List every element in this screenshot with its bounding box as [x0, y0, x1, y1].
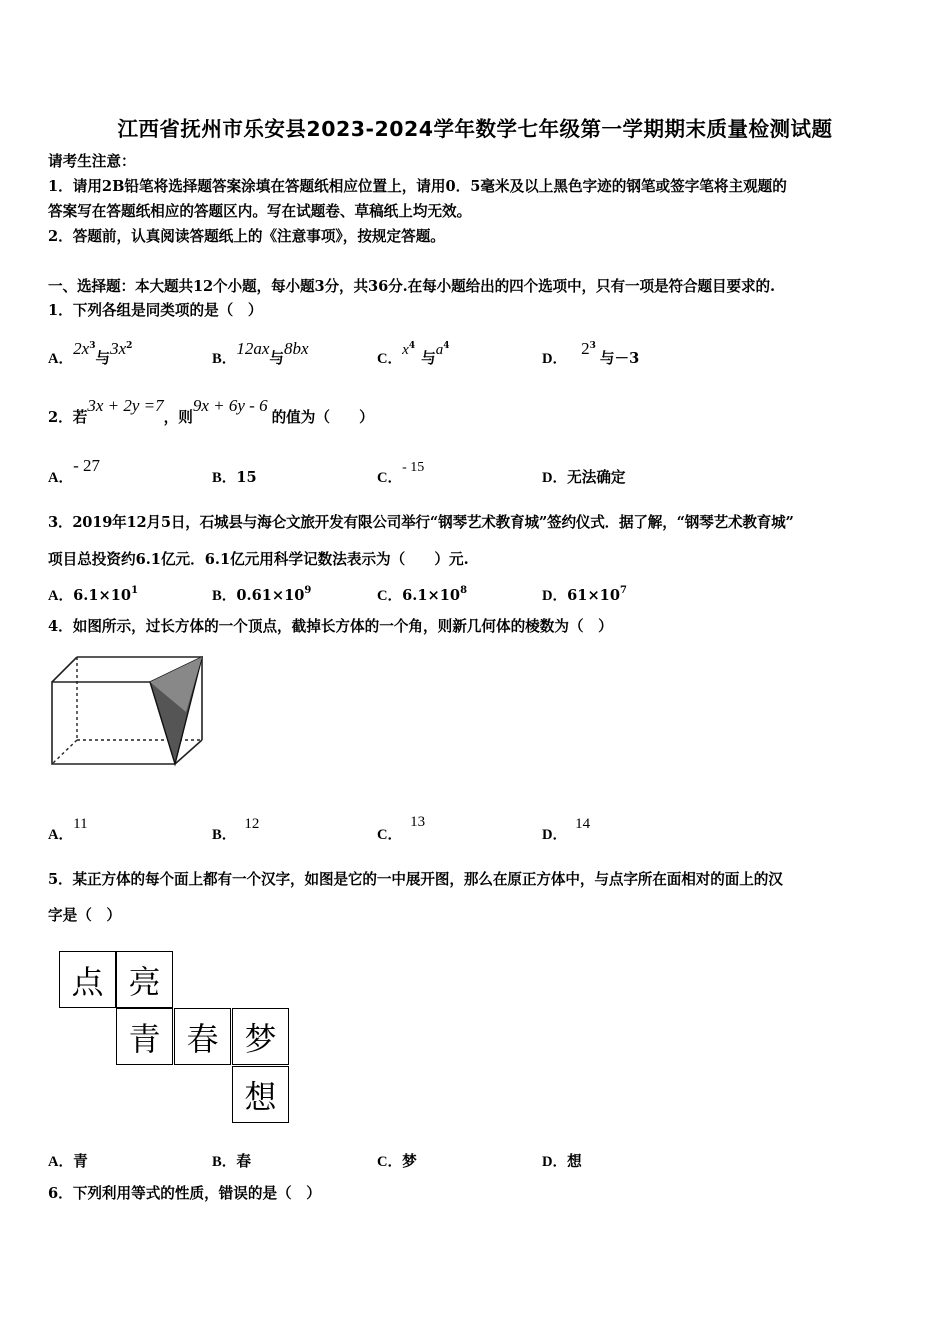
q2-equation-2: 9x + 6y - 6	[192, 396, 268, 415]
q4-d-value: 14	[575, 816, 591, 832]
q1-stem: 1．下列各组是同类项的是（ ）	[48, 302, 263, 319]
q4-c-label: C．	[377, 827, 403, 843]
net-cell-liang: 亮	[116, 951, 173, 1008]
q2-equation-1: 3x + 2y =7	[87, 396, 164, 415]
q3-option-b[interactable]	[212, 584, 311, 605]
q4-option-d[interactable]	[542, 812, 591, 843]
q1-b-term1: 12ax	[236, 339, 270, 358]
q4-c-value: 13	[410, 814, 426, 830]
q2-d-label: D．	[542, 470, 568, 486]
q2-d-value: 无法确定	[567, 469, 626, 486]
net-cell-dian: 点	[59, 951, 116, 1008]
q2-c-value: - 15	[402, 460, 425, 475]
q5-option-d[interactable]	[542, 1150, 582, 1171]
q1-d-rest: 与－3	[599, 350, 640, 367]
q5-d-label: D．	[542, 1154, 568, 1170]
q1-d-exp: 3	[589, 341, 596, 351]
q5-option-b[interactable]	[212, 1150, 251, 1171]
q3-option-c[interactable]	[377, 584, 467, 605]
q3-d-exp: 7	[620, 585, 627, 596]
q3-option-a[interactable]	[48, 584, 138, 605]
cuboid-hidden-bottom-left	[52, 740, 77, 764]
q1-option-d[interactable]	[542, 338, 640, 367]
q1-b-label: B．	[212, 351, 237, 367]
q1-c-exp1: 4	[408, 341, 416, 351]
net-cell-meng: 梦	[232, 1008, 289, 1065]
q4-d-label: D．	[542, 827, 568, 843]
q4-option-b[interactable]	[212, 812, 260, 843]
q5-a-label: A．	[48, 1154, 74, 1170]
q3-c-value: 6.1×10	[402, 587, 461, 604]
q2-option-d[interactable]	[542, 466, 626, 487]
q1-c-term2: a	[435, 342, 444, 358]
q2-option-c[interactable]	[377, 455, 425, 486]
q5-stem-line-2: 字是（ ）	[48, 907, 121, 924]
q4-stem: 4．如图所示，过长方体的一个顶点，截掉长方体的一个角，则新几何体的棱数为（ ）	[48, 618, 613, 635]
q1-a-with: 与	[95, 350, 111, 367]
q2-b-label: B．	[212, 470, 237, 486]
q2-post: 的值为（ ）	[271, 409, 374, 426]
q3-a-value: 6.1×10	[73, 587, 132, 604]
net-cell-xiang: 想	[232, 1066, 289, 1123]
q1-d-base: 2	[581, 339, 590, 358]
q1-c-term1: x	[402, 342, 409, 358]
q5-a-value: 青	[73, 1153, 88, 1170]
q4-b-label: B．	[212, 827, 237, 843]
q1-a-label: A．	[48, 351, 74, 367]
q3-option-d[interactable]	[542, 584, 627, 605]
q3-b-label: B．	[212, 588, 237, 604]
q1-c-exp2: 4	[443, 341, 450, 351]
q3-c-exp: 8	[460, 585, 468, 596]
cube-net	[59, 951, 294, 1126]
q3-b-value: 0.61×10	[236, 587, 305, 604]
q6-stem: 6．下列利用等式的性质，错误的是（ ）	[48, 1185, 321, 1202]
q5-b-label: B．	[212, 1154, 237, 1170]
q3-d-label: D．	[542, 588, 568, 604]
notice-heading: 请考生注意：	[48, 153, 136, 170]
notice-line-1b: 答案写在答题纸相应的答题区内。写在试题卷、草稿纸上均无效。	[48, 203, 472, 220]
q4-b-value: 12	[244, 816, 260, 832]
q1-a-term2: 3x	[110, 339, 127, 358]
q4-option-c[interactable]	[377, 810, 426, 843]
q4-option-a[interactable]	[48, 812, 88, 843]
q1-a-exp2: 2	[126, 341, 133, 351]
cuboid-figure	[46, 652, 208, 770]
q3-b-exp: 9	[304, 585, 312, 596]
q1-option-c[interactable]	[377, 338, 450, 367]
q5-c-label: C．	[377, 1154, 403, 1170]
q5-stem-line-1: 5．某正方体的每个面上都有一个汉字，如图是它的一中展开图，那么在原正方体中，与点字所在面相对的面上的汉	[48, 871, 783, 888]
q5-b-value: 春	[236, 1153, 251, 1170]
q1-b-term2: 8bx	[283, 339, 309, 358]
q1-d-label: D．	[542, 351, 568, 367]
section-heading: 一、选择题：本大题共12个小题，每小题3分，共36分.在每小题给出的四个选项中，只有一项是符合题目要求的.	[48, 278, 775, 295]
q3-stem-line-2: 项目总投资约6.1亿元．6.1亿元用科学记数法表示为（ ）元.	[48, 551, 469, 568]
q2-pre: 2．若	[48, 409, 88, 426]
q3-c-label: C．	[377, 588, 403, 604]
notice-line-2: 2．答题前，认真阅读答题纸上的《注意事项》，按规定答题。	[48, 228, 445, 245]
net-cell-qing: 青	[116, 1008, 173, 1065]
q1-option-a[interactable]	[48, 338, 133, 367]
q1-c-label: C．	[377, 351, 403, 367]
q2-option-b[interactable]	[212, 466, 257, 487]
net-cell-chun: 春	[174, 1008, 231, 1065]
q3-a-exp: 1	[131, 585, 139, 596]
q1-a-exp1: 3	[89, 341, 96, 351]
q2-a-value: - 27	[73, 456, 101, 475]
q3-stem-line-1: 3．2019年12月5日，石城县与海仑文旅开发有限公司举行“钢琴艺术教育城”签约仪式．据了解，“钢琴艺术教育城”	[48, 514, 794, 531]
q2-c-label: C．	[377, 470, 403, 486]
q2-a-label: A．	[48, 470, 74, 486]
q2-mid: ，则	[163, 409, 193, 426]
q1-option-b[interactable]	[212, 338, 309, 367]
q5-d-value: 想	[567, 1153, 582, 1170]
q1-c-with: 与	[421, 350, 436, 367]
q2-b-value: 15	[236, 469, 257, 486]
q3-a-label: A．	[48, 588, 74, 604]
q1-a-term1: 2x	[73, 339, 90, 358]
notice-line-1a: 1．请用2B铅笔将选择题答案涂填在答题纸相应位置上，请用0．5毫米及以上黑色字迹的钢笔或签字笔将主观题的	[48, 178, 787, 195]
cuboid-top-left-edge	[52, 657, 77, 682]
q4-a-label: A．	[48, 827, 74, 843]
q2-option-a[interactable]	[48, 455, 101, 486]
q5-c-value: 梦	[402, 1153, 417, 1170]
page-title: 江西省抚州市乐安县2023-2024学年数学七年级第一学期期末质量检测试题	[117, 117, 833, 141]
q5-option-c[interactable]	[377, 1150, 417, 1171]
q3-d-value: 61×10	[567, 587, 620, 604]
q5-option-a[interactable]	[48, 1150, 88, 1171]
q4-a-value: 11	[73, 816, 88, 832]
q1-b-with: 与	[269, 350, 284, 367]
q2-stem	[48, 396, 374, 426]
